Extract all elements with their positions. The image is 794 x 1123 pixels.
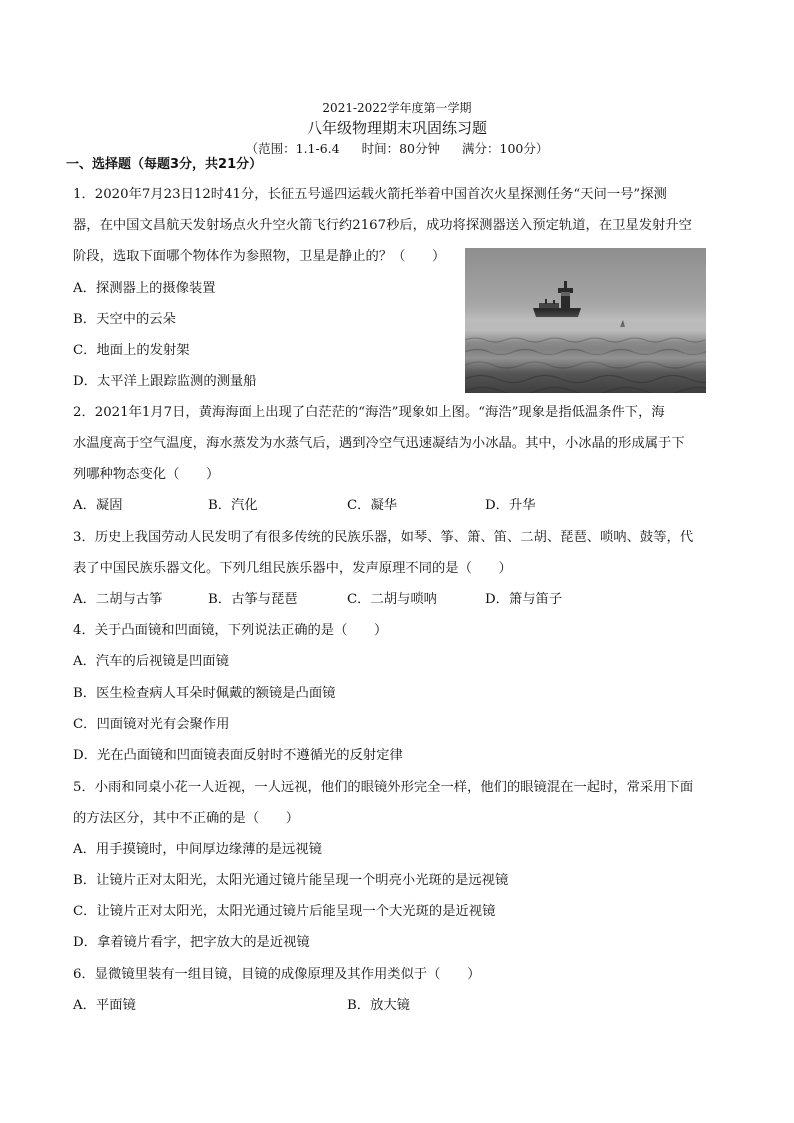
q4-option-a: A．汽车的后视镜是凹面镜 [73,654,229,669]
q2-option-b: B．汽化 [208,498,258,513]
exam-range: （范围：1.1-6.4 [245,141,340,156]
q3-option-d: D．箫与笛子 [485,592,563,607]
q3-option-c: C．二胡与唢呐 [347,592,437,607]
q5-option-d: D．拿着镜片看字，把字放大的是近视镜 [73,935,310,950]
section-title: 一、选择题（每题3分，共21分） [66,157,263,172]
q6-option-a: A．平面镜 [73,998,136,1013]
q4-option-d: D．光在凸面镜和凹面镜表面反射时不遵循光的反射定律 [73,748,403,763]
q3-option-b: B．古筝与琵琶 [208,592,298,607]
q3-line-2: 表了中国民族乐器文化。下列几组民族乐器中，发声原理不同的是（ ） [73,561,512,576]
q2-line-1: 2．2021年1月7日，黄海海面上出现了白茫茫的“海浩”现象如上图。“海浩”现象是指低温条件下，海 [73,405,665,420]
exam-meta [0,139,794,157]
q2-option-a: A．凝固 [73,498,123,513]
q2-option-c: C．凝华 [347,498,398,513]
q6-option-b: B．放大镜 [347,998,410,1013]
q4-option-b: B．医生检查病人耳朵时佩戴的额镜是凸面镜 [73,686,336,701]
q6-line-1: 6．显微镜里装有一组目镜，目镜的成像原理及其作用类似于（ ） [73,967,481,982]
q5-option-c: C．让镜片正对太阳光，太阳光通过镜片后能呈现一个大光斑的是近视镜 [73,904,496,919]
q4-option-c: C．凹面镜对光有会聚作用 [73,717,230,732]
q1-line-3: 阶段，选取下面哪个物体作为参照物，卫星是静止的？（ ） [73,249,446,264]
q5-line-2: 的方法区分，其中不正确的是（ ） [73,811,300,826]
q5-line-1: 5．小雨和同桌小花一人近视，一人远视，他们的眼镜外形完全一样，他们的眼镜混在一起时，常采用下面 [73,780,694,795]
q3-line-1: 3．历史上我国劳动人民发明了有很多传统的民族乐器，如琴、筝、箫、笛、二胡、琵琶、唢呐、鼓等，代 [73,530,694,545]
q2-line-2: 水温度高于空气温度，海水蒸发为水蒸气后，遇到冷空气迅速凝结为小冰晶。其中，小冰晶的形成属于下 [73,436,685,451]
q1-line-1: 1．2020年7月23日12时41分，长征五号遥四运载火箭托举着中国首次火星探测任务“天问一号”探测 [73,187,667,202]
q2-line-3: 列哪种物态变化（ ） [73,467,220,482]
exam-title: 八年级物理期末巩固练习题 [306,119,487,137]
q2-option-d: D．升华 [485,498,536,513]
exam-score: 满分：100分） [462,141,549,156]
q5-option-b: B．让镜片正对太阳光，太阳光通过镜片能呈现一个明亮小光斑的是远视镜 [73,873,509,888]
q4-line-1: 4．关于凸面镜和凹面镜，下列说法正确的是（ ） [73,623,388,638]
school-year: 2021-2022学年度第一学期 [322,101,472,115]
q1-option-a: A．探测器上的摄像装置 [73,281,216,296]
q1-option-d: D．太平洋上跟踪监测的测量船 [73,374,257,389]
q1-option-b: B．天空中的云朵 [73,312,176,327]
sea-smoke-photo [465,248,706,393]
q5-option-a: A．用手摸镜时，中间厚边缘薄的是远视镜 [73,842,322,857]
exam-time: 时间：80分钟 [361,141,441,156]
q3-option-a: A．二胡与古筝 [73,592,163,607]
q1-line-2: 器，在中国文昌航天发射场点火升空火箭飞行约2167秒后，成功将探测器送入预定轨道，在卫星发射升空 [73,218,692,233]
q1-option-c: C．地面上的发射架 [73,343,190,358]
